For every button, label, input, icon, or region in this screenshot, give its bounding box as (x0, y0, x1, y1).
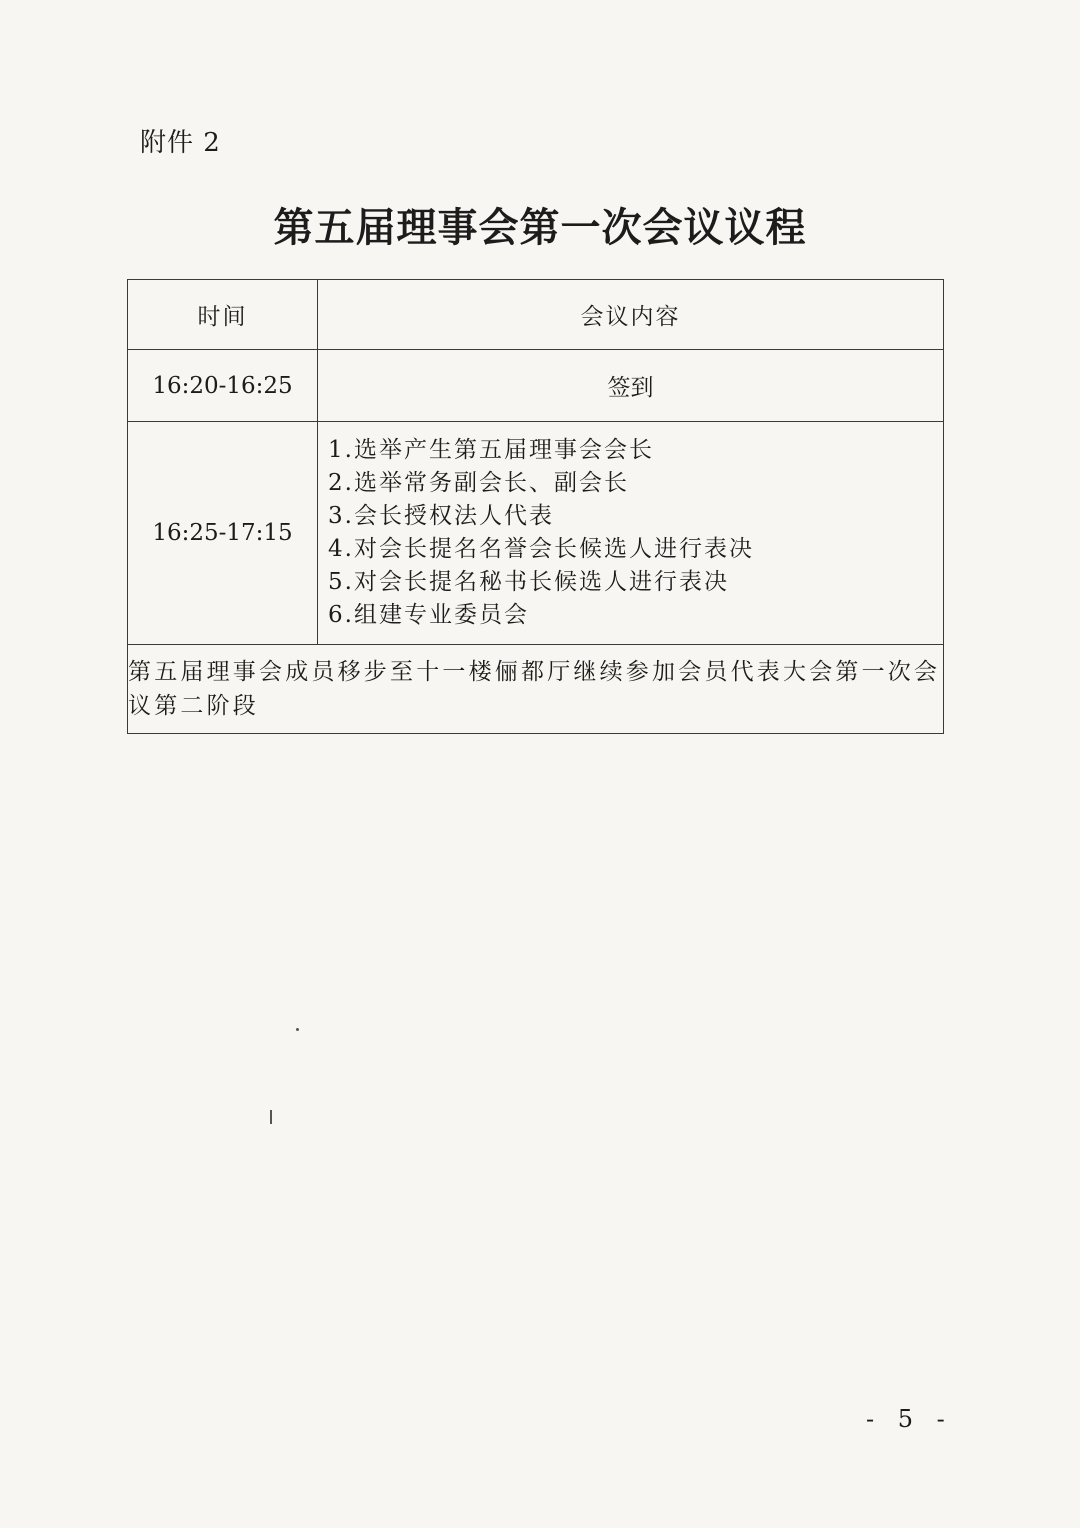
scan-speck (270, 1110, 272, 1124)
header-content: 会议内容 (318, 280, 944, 350)
list-item: 2.选举常务副会长、副会长 (328, 470, 629, 496)
document-title: 第五届理事会第一次会议议程 (273, 204, 807, 251)
page-number: - 5 - (866, 1405, 953, 1433)
row-content: 签到 (318, 350, 944, 422)
agenda-item-list (318, 434, 943, 632)
table-footer-row (128, 645, 944, 734)
header-time: 时间 (128, 280, 318, 350)
list-item: 3.会长授权法人代表 (328, 503, 554, 529)
scan-speck (296, 1028, 299, 1031)
footer-note: 第五届理事会成员移步至十一楼俪都厅继续参加会员代表大会第一次会议第二阶段 (128, 645, 944, 734)
list-item: 4.对会长提名名誉会长候选人进行表决 (328, 536, 754, 562)
row-time: 16:25-17:15 (128, 422, 318, 645)
row-time: 16:20-16:25 (128, 350, 318, 422)
attachment-label: 附件 2 (140, 128, 221, 158)
list-item: 5.对会长提名秘书长候选人进行表决 (328, 569, 729, 595)
table-row (128, 350, 944, 422)
row-content (318, 422, 944, 645)
table-header-row (128, 280, 944, 350)
agenda-table (127, 279, 944, 734)
list-item: 1.选举产生第五届理事会会长 (328, 437, 654, 463)
table-row (128, 422, 944, 645)
list-item: 6.组建专业委员会 (328, 602, 529, 628)
